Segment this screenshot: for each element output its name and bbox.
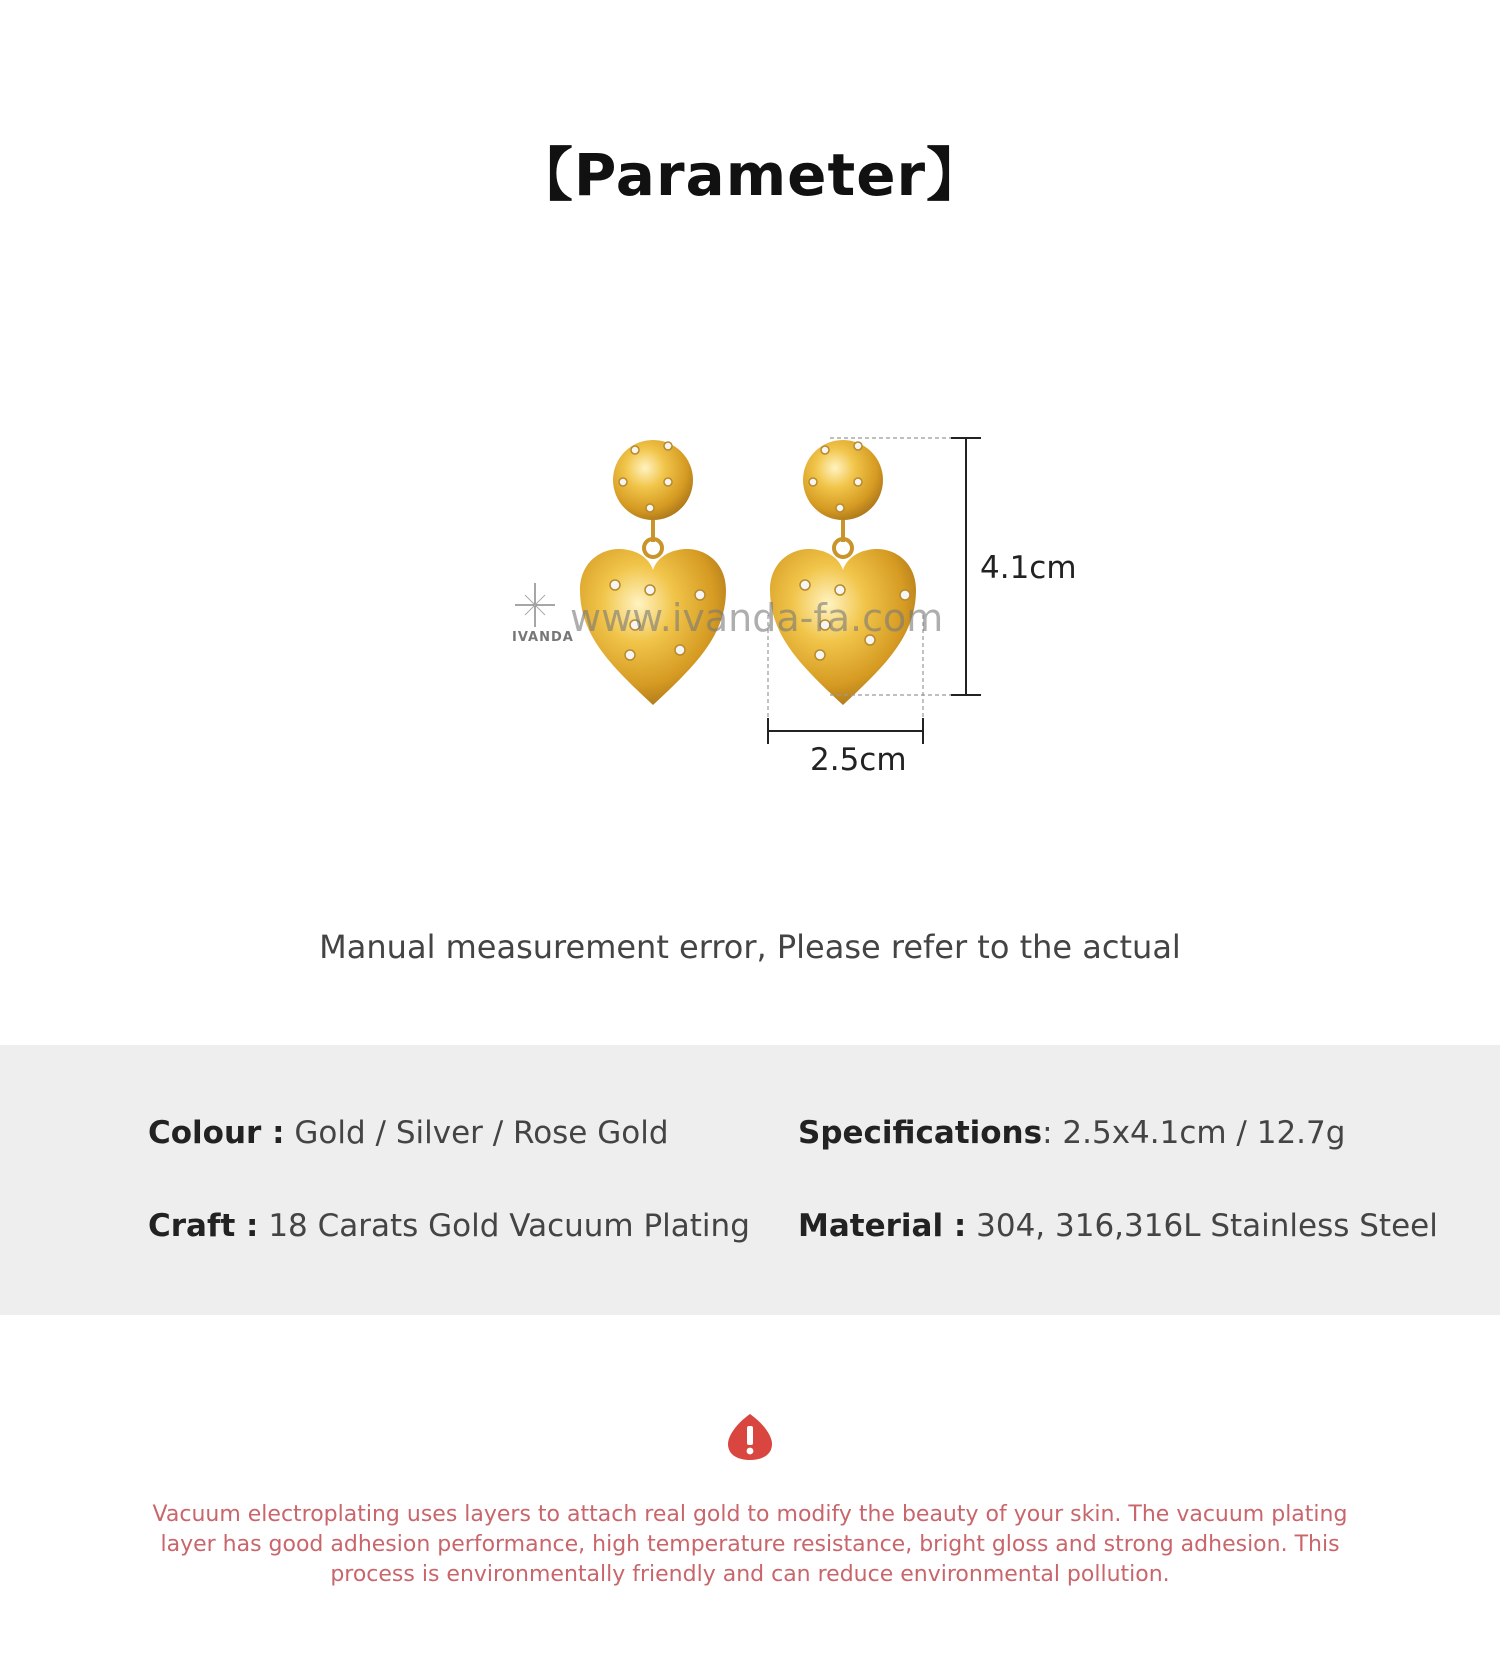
brand-star-icon — [515, 583, 555, 627]
spec-material-value: 304, 316,316L Stainless Steel — [976, 1208, 1438, 1244]
specs-panel — [0, 1045, 1500, 1315]
spec-specifications-label: Specifications — [798, 1115, 1043, 1151]
spec-specifications-value: : 2.5x4.1cm / 12.7g — [1042, 1115, 1346, 1151]
height-dimension-line — [951, 438, 981, 695]
spec-colour — [148, 1115, 669, 1151]
height-label: 4.1cm — [980, 550, 1077, 586]
spec-colour-label: Colour : — [148, 1115, 285, 1151]
watermark-brand: IVANDA — [512, 630, 574, 645]
spec-craft — [148, 1208, 750, 1244]
left-earring — [580, 440, 726, 705]
page-title: 【Parameter】 — [514, 141, 986, 209]
right-earring — [770, 440, 916, 705]
spec-specifications — [798, 1115, 1345, 1151]
spec-material — [798, 1208, 1438, 1244]
exclamation-icon — [726, 1412, 774, 1462]
warning-text: Vacuum electroplating uses layers to attach real gold to modify the beauty of your skin. The vacuum plating layer has good adhesion performance, high temperature resistance, bright gloss and strong adhesion. This process is environmentally friendly and can reduce environmental pollution. — [152, 1502, 1348, 1587]
spec-colour-value: Gold / Silver / Rose Gold — [294, 1115, 669, 1151]
spec-craft-label: Craft : — [148, 1208, 259, 1244]
width-label: 2.5cm — [810, 742, 907, 778]
width-dimension-line — [768, 718, 923, 744]
measurement-note: Manual measurement error, Please refer to the actual — [319, 928, 1181, 966]
watermark-url: www.ivanda-fa.com — [570, 596, 944, 640]
spec-craft-value: 18 Carats Gold Vacuum Plating — [268, 1208, 750, 1244]
product-image — [500, 420, 1120, 800]
spec-material-label: Material : — [798, 1208, 967, 1244]
